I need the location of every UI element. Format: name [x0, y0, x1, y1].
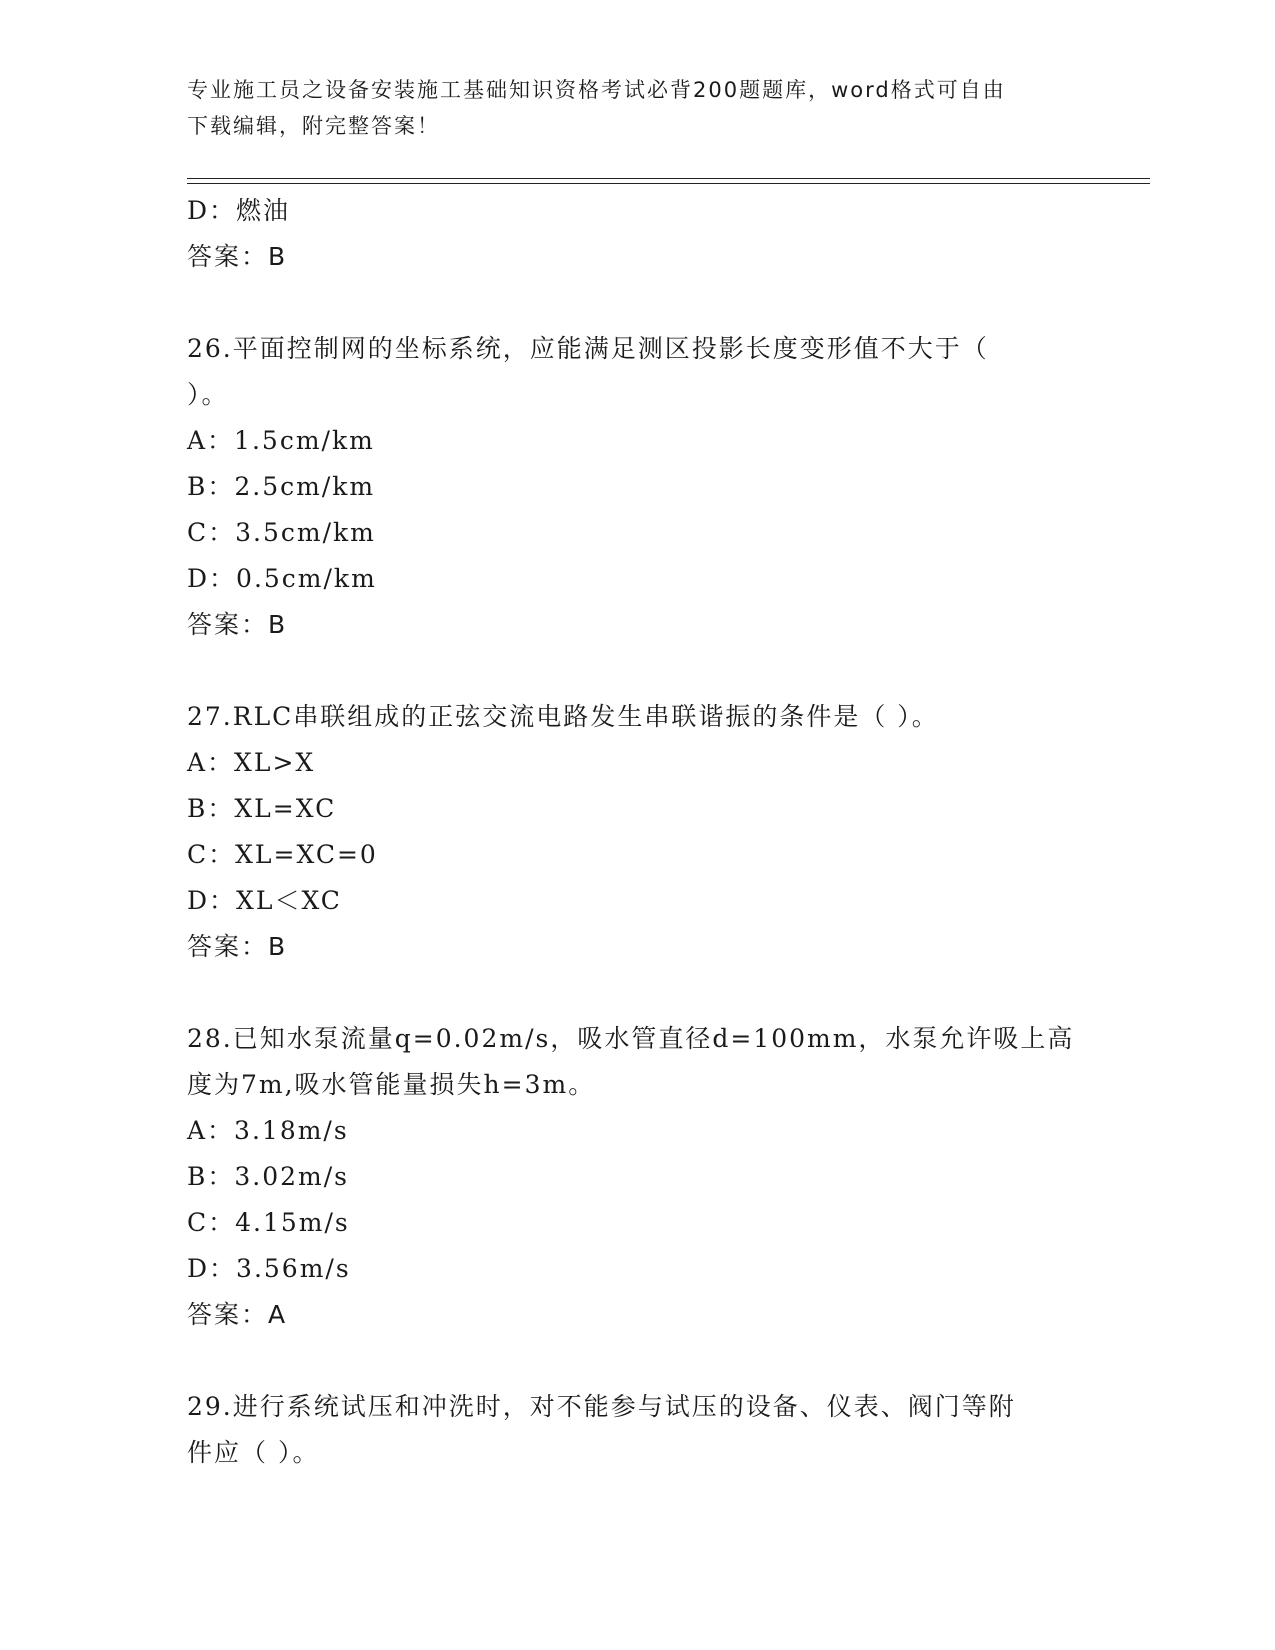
document-header: [187, 72, 1067, 144]
header-divider-bottom: [187, 183, 1150, 184]
question-27-text: 27.RLC串联组成的正弦交流电路发生串联谐振的条件是（ ）。: [187, 702, 939, 731]
question-29-text-cont: 件应（ ）。: [187, 1438, 320, 1467]
question-28-option-b: B：3.02m/s: [187, 1162, 349, 1191]
question-list: [187, 188, 1087, 1476]
question-26-option-d: D：0.5cm/km: [187, 564, 377, 593]
question-29-text: 29.进行系统试压和冲洗时，对不能参与试压的设备、仪表、阀门等附: [187, 1392, 1016, 1421]
question-28-option-c: C：4.15m/s: [187, 1208, 350, 1237]
question-26-text: 26.平面控制网的坐标系统，应能满足测区投影长度变形值不大于（: [187, 334, 989, 363]
question-27-option-a: A：XL>X: [187, 748, 316, 777]
question-28-option-d: D：3.56m/s: [187, 1254, 351, 1283]
header-title-line-1: 专业施工员之设备安装施工基础知识资格考试必背200题题库，word格式可自由: [187, 78, 1006, 102]
question-26-option-a: A：1.5cm/km: [187, 426, 375, 455]
question-27-option-b: B：XL=XC: [187, 794, 337, 823]
question-28-text: 28.已知水泵流量q=0.02m/s，吸水管直径d=100mm，水泵允许吸上高: [187, 1024, 1075, 1053]
question-26-option-b: B：2.5cm/km: [187, 472, 376, 501]
question-26-answer: 答案：B: [187, 610, 288, 639]
header-title-line-2: 下载编辑，附完整答案！: [187, 114, 440, 138]
question-27-option-c: C：XL=XC=0: [187, 840, 378, 869]
question-28-text-cont: 度为7m,吸水管能量损失h=3m。: [187, 1070, 596, 1099]
question-26-text-cont: ）。: [187, 380, 229, 409]
header-divider-top: [187, 178, 1150, 179]
question-28-option-a: A：3.18m/s: [187, 1116, 349, 1145]
option-d: D：燃油: [187, 196, 291, 225]
question-26-option-c: C：3.5cm/km: [187, 518, 376, 547]
question-27-option-d: D：XL＜XC: [187, 886, 342, 915]
question-27-answer: 答案：B: [187, 932, 288, 961]
question-28-answer: 答案：A: [187, 1300, 288, 1329]
answer-line: 答案：B: [187, 242, 288, 271]
